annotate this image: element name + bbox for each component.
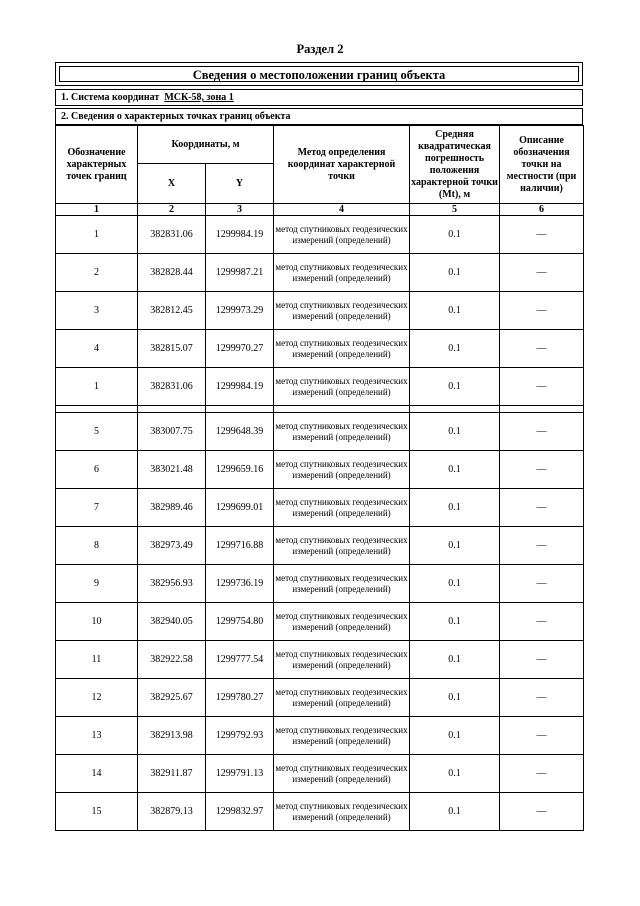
separator-cell xyxy=(206,406,274,413)
y-coord-cell: 1299754.80 xyxy=(206,603,274,641)
method-cell: метод спутниковых геодезических измерений (определений) xyxy=(274,717,410,755)
error-cell: 0.1 xyxy=(410,413,500,451)
error-cell: 0.1 xyxy=(410,527,500,565)
x-coord-cell: 382812.45 xyxy=(138,292,206,330)
description-cell: — xyxy=(500,489,584,527)
x-coord-cell: 382815.07 xyxy=(138,330,206,368)
description-cell: — xyxy=(500,330,584,368)
x-coord-cell: 383007.75 xyxy=(138,413,206,451)
separator-cell xyxy=(274,406,410,413)
point-id-cell: 15 xyxy=(56,793,138,831)
error-cell: 0.1 xyxy=(410,565,500,603)
column-number: 3 xyxy=(206,204,274,216)
table-row xyxy=(56,565,584,603)
table-row xyxy=(56,368,584,406)
column-number: 2 xyxy=(138,204,206,216)
description-cell: — xyxy=(500,527,584,565)
description-cell: — xyxy=(500,413,584,451)
error-cell: 0.1 xyxy=(410,489,500,527)
x-coord-cell: 382956.93 xyxy=(138,565,206,603)
description-cell: — xyxy=(500,368,584,406)
coord-system-row xyxy=(55,89,583,106)
y-coord-cell: 1299648.39 xyxy=(206,413,274,451)
separator-cell xyxy=(138,406,206,413)
separator-cell xyxy=(56,406,138,413)
x-coord-cell: 382973.49 xyxy=(138,527,206,565)
description-cell: — xyxy=(500,641,584,679)
method-cell: метод спутниковых геодезических измерений (определений) xyxy=(274,451,410,489)
column-number: 1 xyxy=(56,204,138,216)
method-cell: метод спутниковых геодезических измерений (определений) xyxy=(274,527,410,565)
error-cell: 0.1 xyxy=(410,679,500,717)
description-cell: — xyxy=(500,292,584,330)
description-cell: — xyxy=(500,216,584,254)
description-cell: — xyxy=(500,565,584,603)
y-coord-cell: 1299736.19 xyxy=(206,565,274,603)
points-table-body xyxy=(56,216,584,831)
section-title: Раздел 2 xyxy=(296,42,344,56)
method-cell: метод спутниковых геодезических измерений (определений) xyxy=(274,292,410,330)
description-cell: — xyxy=(500,755,584,793)
error-cell: 0.1 xyxy=(410,641,500,679)
table-row xyxy=(56,527,584,565)
x-coord-cell: 382831.06 xyxy=(138,216,206,254)
points-header: 2. Сведения о характерных точках границ объекта xyxy=(55,108,583,125)
table-row xyxy=(56,292,584,330)
error-cell: 0.1 xyxy=(410,451,500,489)
point-id-cell: 4 xyxy=(56,330,138,368)
x-coord-cell: 383021.48 xyxy=(138,451,206,489)
main-header xyxy=(55,62,583,86)
y-coord-cell: 1299832.97 xyxy=(206,793,274,831)
col-method-header: Метод определения координат характерной точки xyxy=(274,126,410,204)
error-cell: 0.1 xyxy=(410,216,500,254)
method-cell: метод спутниковых геодезических измерений (определений) xyxy=(274,565,410,603)
method-cell: метод спутниковых геодезических измерений (определений) xyxy=(274,603,410,641)
point-id-cell: 3 xyxy=(56,292,138,330)
error-cell: 0.1 xyxy=(410,603,500,641)
point-id-cell: 2 xyxy=(56,254,138,292)
column-number: 5 xyxy=(410,204,500,216)
method-cell: метод спутниковых геодезических измерений (определений) xyxy=(274,254,410,292)
point-id-cell: 14 xyxy=(56,755,138,793)
error-cell: 0.1 xyxy=(410,368,500,406)
table-row xyxy=(56,451,584,489)
table-row xyxy=(56,489,584,527)
main-header-title: Сведения о местоположении границ объекта xyxy=(59,66,579,82)
point-id-cell: 13 xyxy=(56,717,138,755)
separator-row xyxy=(56,406,584,413)
description-cell: — xyxy=(500,679,584,717)
points-table xyxy=(55,125,584,831)
point-id-cell: 8 xyxy=(56,527,138,565)
method-cell: метод спутниковых геодезических измерений (определений) xyxy=(274,216,410,254)
description-cell: — xyxy=(500,254,584,292)
y-coord-cell: 1299716.88 xyxy=(206,527,274,565)
method-cell: метод спутниковых геодезических измерений (определений) xyxy=(274,368,410,406)
x-coord-cell: 382922.58 xyxy=(138,641,206,679)
error-cell: 0.1 xyxy=(410,330,500,368)
col-x-header: X xyxy=(138,164,206,204)
method-cell: метод спутниковых геодезических измерений (определений) xyxy=(274,330,410,368)
table-row xyxy=(56,216,584,254)
error-cell: 0.1 xyxy=(410,717,500,755)
point-id-cell: 11 xyxy=(56,641,138,679)
x-coord-cell: 382911.87 xyxy=(138,755,206,793)
error-cell: 0.1 xyxy=(410,254,500,292)
x-coord-cell: 382925.67 xyxy=(138,679,206,717)
table-row xyxy=(56,603,584,641)
point-id-cell: 6 xyxy=(56,451,138,489)
error-cell: 0.1 xyxy=(410,292,500,330)
method-cell: метод спутниковых геодезических измерений (определений) xyxy=(274,755,410,793)
y-coord-cell: 1299973.29 xyxy=(206,292,274,330)
point-id-cell: 10 xyxy=(56,603,138,641)
coord-system-value: МСК-58, зона 1 xyxy=(164,92,234,103)
y-coord-cell: 1299699.01 xyxy=(206,489,274,527)
x-coord-cell: 382879.13 xyxy=(138,793,206,831)
col-y-header: Y xyxy=(206,164,274,204)
y-coord-cell: 1299987.21 xyxy=(206,254,274,292)
table-row xyxy=(56,254,584,292)
x-coord-cell: 382828.44 xyxy=(138,254,206,292)
y-coord-cell: 1299970.27 xyxy=(206,330,274,368)
coord-system-label: 1. Система координат xyxy=(61,92,160,103)
description-cell: — xyxy=(500,717,584,755)
table-row xyxy=(56,679,584,717)
x-coord-cell: 382989.46 xyxy=(138,489,206,527)
point-id-cell: 7 xyxy=(56,489,138,527)
x-coord-cell: 382831.06 xyxy=(138,368,206,406)
y-coord-cell: 1299777.54 xyxy=(206,641,274,679)
point-id-cell: 5 xyxy=(56,413,138,451)
table-row xyxy=(56,641,584,679)
y-coord-cell: 1299984.19 xyxy=(206,216,274,254)
point-id-cell: 1 xyxy=(56,368,138,406)
x-coord-cell: 382913.98 xyxy=(138,717,206,755)
y-coord-cell: 1299659.16 xyxy=(206,451,274,489)
separator-cell xyxy=(410,406,500,413)
y-coord-cell: 1299791.13 xyxy=(206,755,274,793)
col-designation-header: Обозначение характерных точек границ xyxy=(56,126,138,204)
y-coord-cell: 1299984.19 xyxy=(206,368,274,406)
method-cell: метод спутниковых геодезических измерений (определений) xyxy=(274,679,410,717)
description-cell: — xyxy=(500,603,584,641)
table-row xyxy=(56,330,584,368)
description-cell: — xyxy=(500,451,584,489)
point-id-cell: 1 xyxy=(56,216,138,254)
y-coord-cell: 1299780.27 xyxy=(206,679,274,717)
table-row xyxy=(56,793,584,831)
column-number: 6 xyxy=(500,204,584,216)
separator-cell xyxy=(500,406,584,413)
column-numbers-row xyxy=(56,204,584,216)
method-cell: метод спутниковых геодезических измерений (определений) xyxy=(274,489,410,527)
method-cell: метод спутниковых геодезических измерений (определений) xyxy=(274,641,410,679)
error-cell: 0.1 xyxy=(410,793,500,831)
x-coord-cell: 382940.05 xyxy=(138,603,206,641)
y-coord-cell: 1299792.93 xyxy=(206,717,274,755)
point-id-cell: 9 xyxy=(56,565,138,603)
col-description-header: Описание обозначения точки на местности (при наличии) xyxy=(500,126,584,204)
table-row xyxy=(56,717,584,755)
description-cell: — xyxy=(500,793,584,831)
col-coords-header: Координаты, м xyxy=(138,126,274,164)
table-row xyxy=(56,413,584,451)
error-cell: 0.1 xyxy=(410,755,500,793)
method-cell: метод спутниковых геодезических измерений (определений) xyxy=(274,793,410,831)
col-error-header: Средняя квадратическая погрешность положения характерной точки (Mt), м xyxy=(410,126,500,204)
table-row xyxy=(56,755,584,793)
method-cell: метод спутниковых геодезических измерений (определений) xyxy=(274,413,410,451)
column-number: 4 xyxy=(274,204,410,216)
point-id-cell: 12 xyxy=(56,679,138,717)
